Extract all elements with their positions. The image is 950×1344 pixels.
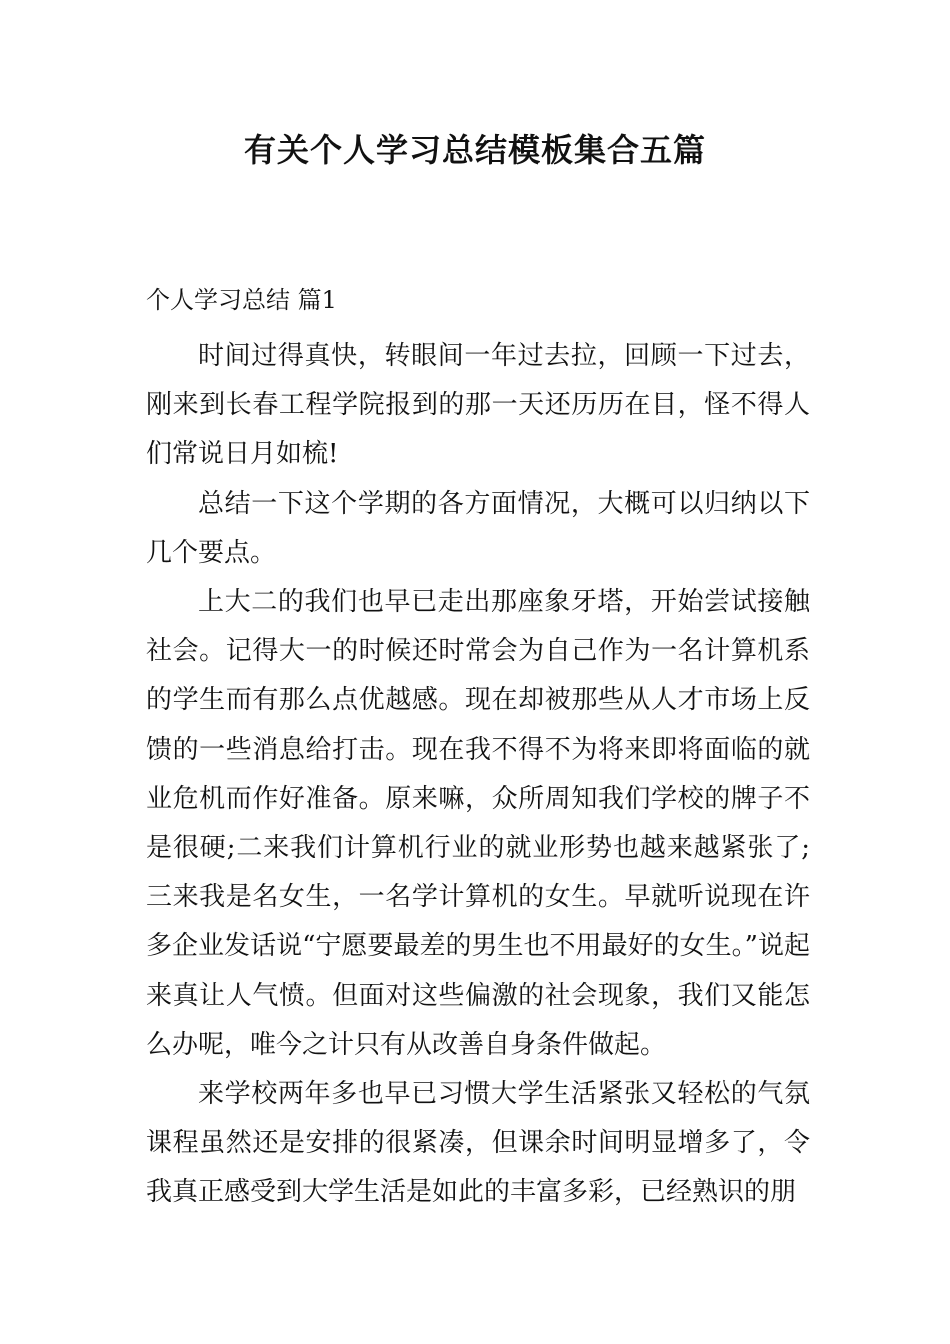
paragraph-3: 上大二的我们也早已走出那座象牙塔，开始尝试接触社会。记得大一的时候还时常会为自己作为一名计算机系的学生而有那么点优越感。现在却被那些从人才市场上反馈的一些消息给打击。现在我不得不为将来即将面临的就业危机而作好准备。原来嘛，众所周知我们学校的牌子不是很硬;二来我们计算机行业的就业形势也越来越紧张了;三来我是名女生，一名学计算机的女生。早就听说现在许多企业发话说“宁愿要最差的男生也不用最好的女生。”说起来真让人气愤。但面对这些偏激的社会现象，我们又能怎么办呢，唯今之计只有从改善自身条件做起。 [146, 587, 810, 1060]
section-heading: 个人学习总结 篇1 [146, 286, 337, 314]
document-title: 有关个人学习总结模板集合五篇 [243, 131, 706, 169]
paragraph-2: 总结一下这个学期的各方面情况，大概可以归纳以下几个要点。 [146, 488, 810, 568]
paragraph-4: 来学校两年多也早已习惯大学生活紧张又轻松的气氛课程虽然还是安排的很紧凑，但课余时间明显增多了，令我真正感受到大学生活是如此的丰富多彩，已经熟识的朋 [146, 1079, 810, 1208]
document-body [146, 280, 810, 1218]
paragraph-1: 时间过得真快，转眼间一年过去拉，回顾一下过去，刚来到长春工程学院报到的那一天还历历在目，怪不得人们常说日月如梳! [146, 341, 810, 470]
